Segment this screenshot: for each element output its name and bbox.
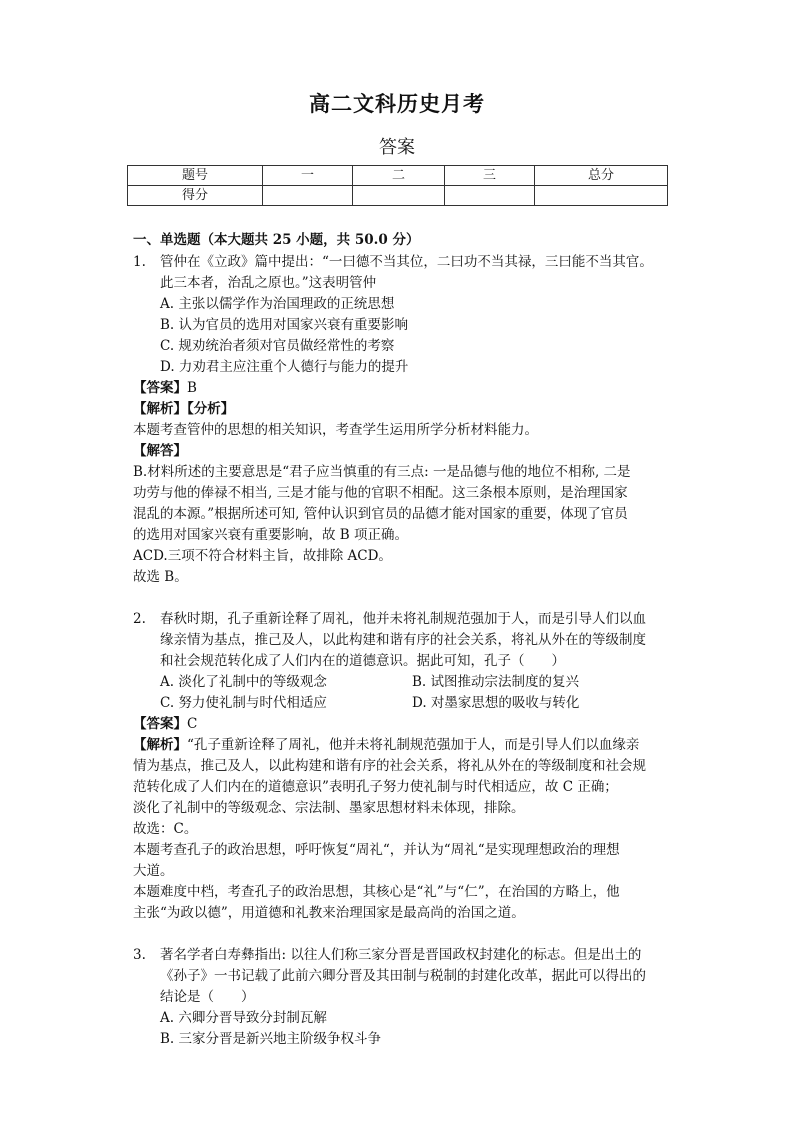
score-header-cell: 一 (263, 166, 353, 186)
question-stem-line: 春秋时期，孔子重新诠释了周礼，他并未将礼制规范强加于人，而是引导人们以血 (160, 611, 646, 627)
answer-tag: 【答案】 (133, 716, 187, 732)
solve-tag: 【解答】 (133, 443, 187, 459)
question-number: 2. (133, 611, 146, 627)
section-heading: 一、单选题（本大题共 25 小题，共 50.0 分） (133, 232, 420, 248)
question-stem-line: 著名学者白寿彝指出: 以往人们称三家分晋是晋国政权封建化的标志。但是出土的 (160, 947, 642, 963)
question-stem-line: 《孙子》一书记载了此前六卿分晋及其田制与税制的封建化改革，据此可以得出的 (160, 968, 646, 984)
score-table (127, 165, 668, 206)
score-cell (263, 186, 353, 206)
question-stem-line: 管仲在《立政》篇中提出：“一曰德不当其位，二曰功不当其禄，三曰能不当其官。 (160, 254, 653, 270)
question-stem-line: 缘亲情为基点，推己及人，以此构建和谐有序的社会关系，将礼从外在的等级制度 (160, 632, 646, 648)
option-d: D. 对墨家思想的吸收与转化 (412, 695, 580, 711)
analysis-line: 故选：C。 (133, 821, 198, 837)
score-table-header-row (128, 166, 668, 186)
analysis-line: 淡化了礼制中的等级观念、宗法制、墨家思想材料未体现，排除。 (133, 800, 525, 816)
question-stem-line: 结论是（ ） (160, 989, 255, 1005)
score-header-cell: 二 (353, 166, 445, 186)
option-a: A. 六卿分晋导致分封制瓦解 (160, 1010, 327, 1026)
question-stem-line: 此三本者，治乱之原也。”这表明管仲 (160, 275, 377, 291)
solve-line: 的选用对国家兴衰有重要影响，故 B 项正确。 (133, 527, 409, 543)
option-c: C. 规劝统治者须对官员做经常性的考察 (160, 338, 395, 354)
page-title: 高二文科历史月考 (309, 91, 485, 116)
score-header-cell: 题号 (128, 166, 263, 186)
analysis-line: 情为基点，推己及人，以此构建和谐有序的社会关系，将礼从外在的等级制度和社会规 (133, 758, 646, 774)
analysis-line: 本题难度中档，考查孔子的政治思想，其核心是“礼”与“仁”，在治国的方略上，他 (133, 884, 620, 900)
analysis-text: 本题考查管仲的思想的相关知识，考查学生运用所学分析材料能力。 (133, 422, 538, 438)
option-b: B. 认为官员的选用对国家兴衰有重要影响 (160, 317, 409, 333)
analysis-text: “孔子重新诠释了周礼，他并未将礼制规范强加于人，而是引导人们以血缘亲 (187, 737, 640, 753)
question-number: 1. (133, 254, 146, 270)
analysis-tag: 【解析】 (133, 737, 187, 753)
option-a: A. 主张以儒学作为治国理政的正统思想 (160, 296, 395, 312)
analysis-line (133, 735, 639, 755)
question-stem-line: 和社会规范转化成了人们内在的道德意识。据此可知，孔子（ ） (160, 653, 565, 669)
solve-line: 故选 B。 (133, 569, 188, 585)
option-d: D. 力劝君主应注重个人德行与能力的提升 (160, 359, 409, 375)
answer-value: B (187, 380, 197, 396)
option-b: B. 三家分晋是新兴地主阶级争权斗争 (160, 1031, 382, 1047)
analysis-line: 主张“为政以德”，用道德和礼教来治理国家是最高尚的治国之道。 (133, 905, 525, 921)
solve-line: 混乱的本源。”根据所述可知, 管仲认识到官员的品德才能对国家的重要，体现了官员 (133, 506, 628, 522)
score-cell (535, 186, 668, 206)
answer-value: C (187, 716, 198, 732)
option-a: A. 淡化了礼制中的等级观念 (160, 674, 327, 690)
answer-tag: 【答案】 (133, 380, 187, 396)
answer-line (133, 714, 197, 734)
score-header-cell: 总分 (535, 166, 668, 186)
analysis-line: 范转化成了人们内在的道德意识”表明孔子努力使礼制与时代相适应，故 C 正确； (133, 779, 618, 795)
option-b: B. 试图推动宗法制度的复兴 (412, 674, 580, 690)
solve-line: B.材料所述的主要意思是“君子应当慎重的有三点: 一是品德与他的地位不相称, 二是 (133, 464, 631, 480)
analysis-tag: 【解析】【分析】 (133, 401, 235, 417)
score-cell (353, 186, 445, 206)
analysis-line: 大道。 (133, 863, 174, 879)
score-row-label: 得分 (128, 186, 263, 206)
solve-line: ACD.三项不符合材料主旨，故排除 ACD。 (133, 548, 392, 564)
score-cell (445, 186, 535, 206)
score-header-cell: 三 (445, 166, 535, 186)
question-number: 3. (133, 947, 146, 963)
solve-line: 功劳与他的俸禄不相当, 三是才能与他的官职不相配。这三条根本原则，是治理国家 (133, 485, 628, 501)
score-table-score-row (128, 186, 668, 206)
answer-line (133, 378, 197, 398)
option-c: C. 努力使礼制与时代相适应 (160, 695, 327, 711)
analysis-line: 本题考查孔子的政治思想，呼吁恢复“周礼“，并认为“周礼“是实现理想政治的理想 (133, 842, 620, 858)
page-subtitle: 答案 (379, 137, 415, 158)
